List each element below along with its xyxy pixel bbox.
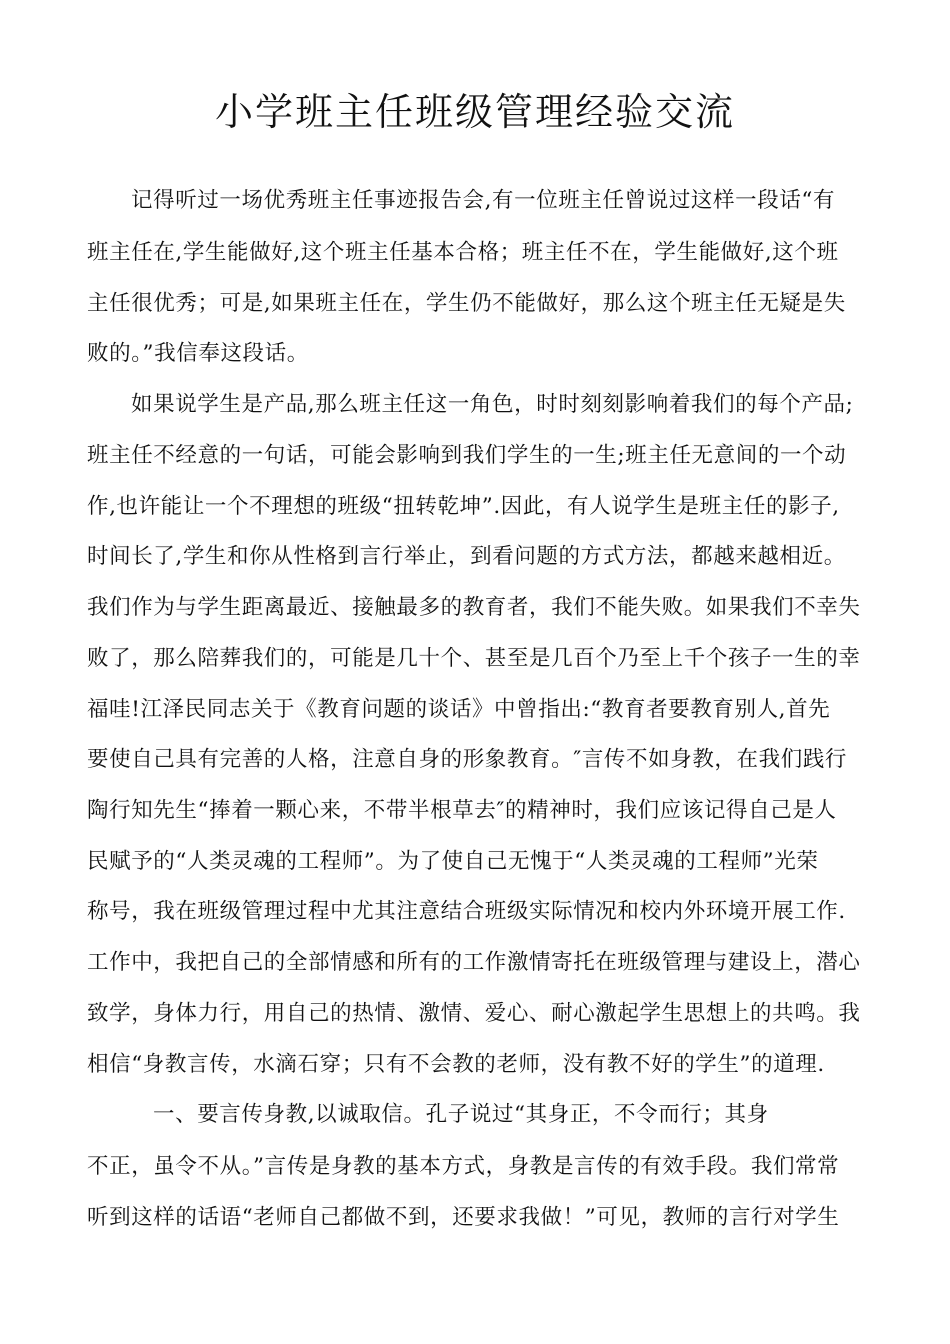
body-line: 福哇!江泽民同志关于《教育问题的谈话》中曾指出:“教育者要教育别人,首先 <box>87 697 831 722</box>
body-line: 作,也许能让一个不理想的班级“扭转乾坤”.因此，有人说学生是班主任的影子, <box>87 494 840 519</box>
body-line: 称号，我在班级管理过程中尤其注意结合班级实际情况和校内外环境开展工作. <box>87 899 846 924</box>
body-line: 记得听过一场优秀班主任事迹报告会,有一位班主任曾说过这样一段话“有 <box>131 188 836 213</box>
body-line: 致学，身体力行，用自己的热情、激情、爱心、耐心激起学生思想上的共鸣。我 <box>87 1001 861 1026</box>
body-line: 不正，虽令不从。”言传是身教的基本方式，身教是言传的有效手段。我们常常 <box>87 1154 840 1179</box>
body-line: 如果说学生是产品,那么班主任这一角色，时时刻刻影响着我们的每个产品; <box>131 392 854 417</box>
body-line: 班主任在,学生能做好,这个班主任基本合格；班主任不在，学生能做好,这个班 <box>87 240 839 265</box>
body-line: 要使自己具有完善的人格，注意自身的形象教育。″言传不如身教，在我们践行 <box>87 747 848 772</box>
body-line: 我们作为与学生距离最近、接触最多的教育者，我们不能失败。如果我们不幸失 <box>87 595 861 620</box>
body-line: 败了，那么陪葬我们的，可能是几十个、甚至是几百个乃至上千个孩子一生的幸 <box>87 646 861 671</box>
section-heading-line: 一、要言传身教,以诚取信。孔子说过“其身正，不令而行；其身 <box>153 1102 769 1127</box>
body-line: 听到这样的话语“老师自己都做不到，还要求我做！”可见，教师的言行对学生 <box>87 1205 840 1230</box>
body-line: 陶行知先生“捧着一颗心来，不带半根草去″的精神时，我们应该记得自己是人 <box>87 798 837 823</box>
body-line: 工作中，我把自己的全部情感和所有的工作激情寄托在班级管理与建设上，潜心 <box>87 950 861 975</box>
body-line: 主任很优秀；可是,如果班主任在，学生仍不能做好，那么这个班主任无疑是失 <box>87 291 846 316</box>
body-line: 民赋予的“人类灵魂的工程师”。为了使自己无愧于“人类灵魂的工程师”光荣 <box>87 849 819 874</box>
body-line: 时间长了,学生和你从性格到言行举止，到看问题的方式方法，都越来越相近。 <box>87 544 846 569</box>
body-line: 败的。”我信奉这段话。 <box>87 341 309 366</box>
body-line: 班主任不经意的一句话，可能会影响到我们学生的一生;班主任无意间的一个动 <box>87 443 847 468</box>
body-line: 相信“身教言传，水滴石穿；只有不会教的老师，没有教不好的学生”的道理. <box>87 1052 825 1077</box>
document-title: 小学班主任班级管理经验交流 <box>214 90 735 134</box>
